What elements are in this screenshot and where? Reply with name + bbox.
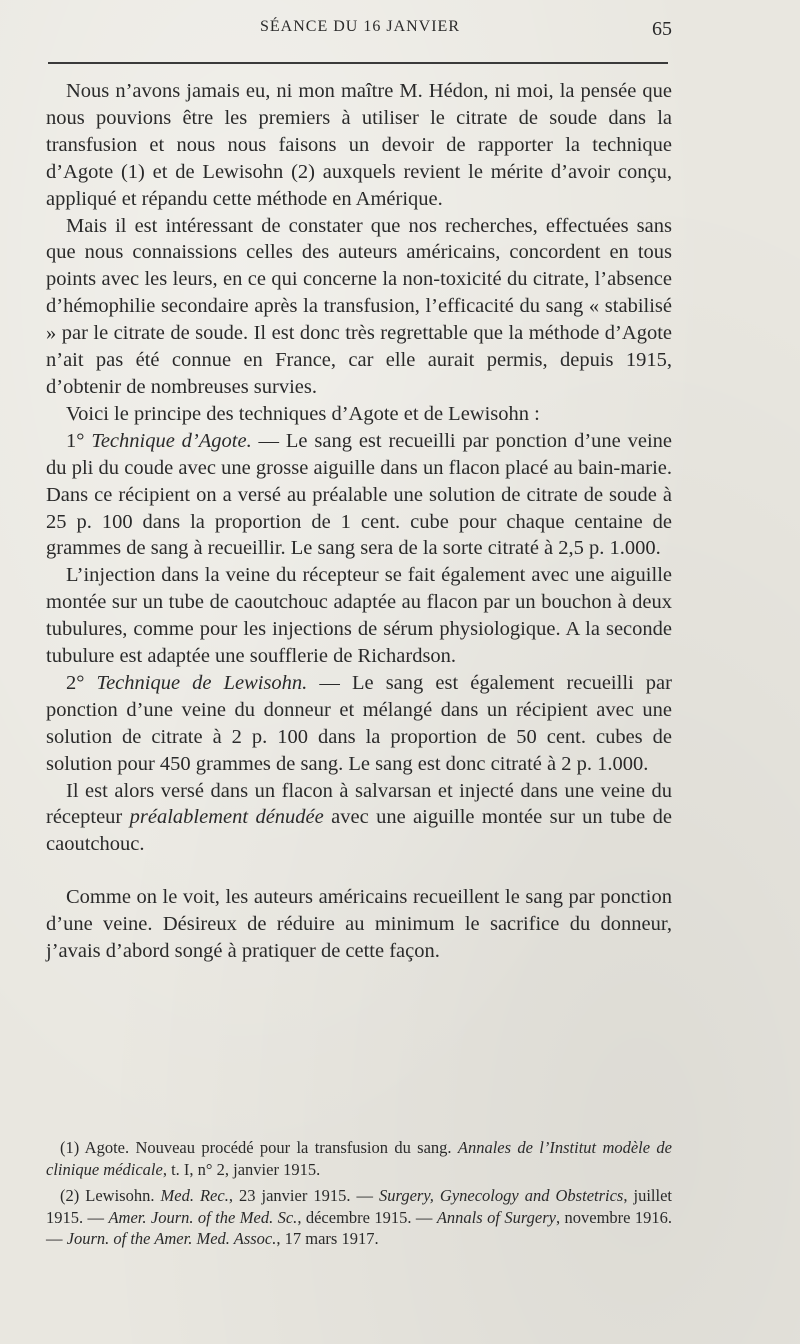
footnote-1 bbox=[46, 1137, 672, 1180]
salvarsan-text-a: Il est alors versé dans un flacon à salvarsan et injecté dans une veine du récepteur bbox=[46, 779, 672, 829]
footnote-2 bbox=[46, 1185, 672, 1250]
paragraph-lewisohn bbox=[46, 670, 672, 778]
paragraph-1: Nous n’avons jamais eu, ni mon maître M. Hédon, ni moi, la pensée que nous pouvions être les premiers à utiliser le citrate de soude dans la transfusion et nous nous faisons un devoir de rapporter la technique d’Agote (1) et de Lewisohn (2) auxquels revient le mérite d’avoir conçu, appliqué et répandu cette méthode en Amérique. bbox=[46, 80, 672, 210]
running-title: SÉANCE DU 16 JANVIER bbox=[260, 18, 460, 35]
body-text bbox=[46, 78, 672, 965]
footnote-2-journal-3: Amer. Journ. of the Med. Sc. bbox=[108, 1207, 298, 1227]
page-header bbox=[48, 18, 672, 48]
footnote-1-journal: Annales de l’Institut modèle de clinique médicale bbox=[46, 1138, 672, 1179]
header-rule bbox=[48, 62, 668, 64]
paragraph-2: Mais il est intéressant de constater que nos recherches, effectuées sans que nous connaissions celles des auteurs américains, concordent en tous points avec les leurs, en ce qui concerne la non-toxicité du citrate, l’absence d’hémophilie secondaire après la transfusion, l’efficacité du sang « stabilisé » par le citrate de soude. Il est donc très regrettable que la méthode d’Agote n’ait pas été connue en France, car elle aurait permis, depuis 1915, d’obtenir de nombreuses survies. bbox=[46, 214, 672, 398]
footnote-2-text-b: , 23 janvier 1915. — bbox=[228, 1186, 380, 1205]
paragraph-3: Voici le principe des techniques d’Agote et de Lewisohn : bbox=[66, 402, 540, 425]
paragraph-salvarsan bbox=[46, 778, 672, 859]
footnote-2-text-f: , 17 mars 1917. bbox=[276, 1229, 379, 1248]
agote-technique-text: — Le sang est recueilli par ponction d’une veine du pli du coude avec une grosse aiguille dans un flacon placé au bain-marie. Dans ce récipient on a versé au préalable une solution de citrate de soude à 25 p. 100 dans la proportion de 1 cent. cube pour chaque centaine de grammes de sang à recueillir. Le sang sera de la sorte citraté à 2,5 p. 1.000. bbox=[46, 429, 672, 560]
footnote-2-journal-4: Annals of Surgery bbox=[436, 1207, 556, 1227]
item-number-1: 1° bbox=[66, 429, 85, 452]
salvarsan-emphasis: préalablement dénudée bbox=[129, 806, 324, 829]
footnote-2-journal-2: Surgery, Gynecology and Obstetrics bbox=[379, 1186, 624, 1205]
paragraph-agote bbox=[46, 428, 672, 563]
lewisohn-technique-title: Technique de Lewisohn. bbox=[96, 671, 308, 694]
lewisohn-technique-text: — Le sang est également recueilli par ponction d’une veine du donneur et mélangé dans un récipient avec une solution de citrate à 2 p. 100 dans la proportion de 50 cent. cubes de solution pour 450 grammes de sang. Le sang est donc citraté à 2 p. 1.000. bbox=[46, 671, 672, 775]
footnote-2-text-e: , novembre 1916. — bbox=[46, 1207, 673, 1248]
footnote-2-text-d: , décembre 1915. — bbox=[297, 1207, 437, 1227]
footnotes bbox=[46, 1137, 672, 1255]
salvarsan-text-b: avec une aiguille montée sur un tube de caoutchouc. bbox=[46, 806, 672, 856]
footnote-2-text-a: (2) Lewisohn. bbox=[60, 1186, 161, 1205]
footnote-2-journal-5: Journ. of the Amer. Med. Assoc. bbox=[66, 1229, 277, 1248]
paragraph-injection: L’injection dans la veine du récepteur se fait également avec une aiguille montée sur un tube de caoutchouc adaptée au flacon par un bouchon à deux tubulures, comme pour les injections de sérum physiologique. A la seconde tubulure est adaptée une soufflerie de Richardson. bbox=[46, 564, 672, 668]
page-number: 65 bbox=[652, 18, 672, 40]
footnote-1-text-b: , t. I, n° 2, janvier 1915. bbox=[162, 1159, 321, 1179]
paragraph-conclusion: Comme on le voit, les auteurs américains recueillent le sang par ponction d’une veine. Désireux de réduire au minimum le sacrifice du donneur, j’avais d’abord songé à pratiquer de cette façon. bbox=[46, 886, 672, 963]
footnote-1-text-a: (1) Agote. Nouveau procédé pour la transfusion du sang. bbox=[60, 1138, 458, 1157]
footnote-2-text-c: , juillet 1915. — bbox=[46, 1186, 673, 1227]
item-number-2: 2° bbox=[66, 671, 85, 694]
footnote-2-journal-1: Med. Rec. bbox=[160, 1186, 229, 1205]
agote-technique-title: Technique d’Agote. bbox=[91, 429, 252, 452]
